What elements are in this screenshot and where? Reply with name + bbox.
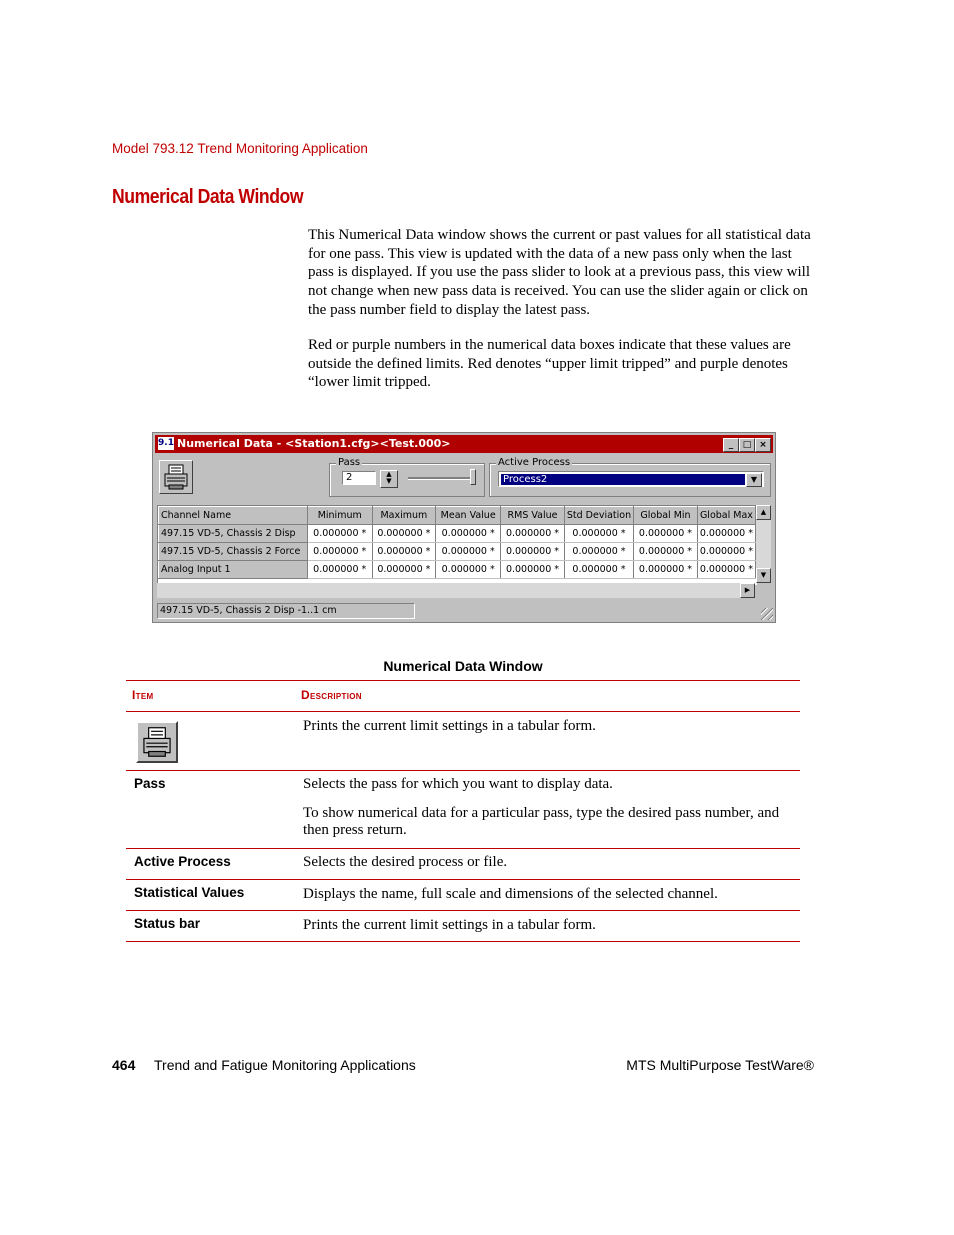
section-title: Numerical Data Window bbox=[112, 186, 304, 208]
statistics-grid[interactable] bbox=[157, 505, 757, 585]
cell-value: 0.000000 * bbox=[697, 561, 755, 579]
running-header: Model 793.12 Trend Monitoring Application bbox=[112, 141, 368, 156]
cell-value: 0.000000 * bbox=[372, 543, 436, 561]
cell-value: 0.000000 * bbox=[307, 561, 372, 579]
channel-name[interactable]: 497.15 VD-5, Chassis 2 Force bbox=[159, 543, 308, 561]
status-bar: 497.15 VD-5, Chassis 2 Disp -1..1 cm bbox=[157, 603, 415, 619]
row-description: Prints the current limit settings in a tabular form. bbox=[303, 718, 596, 734]
row-item: Statistical Values bbox=[134, 885, 245, 900]
table-row bbox=[126, 771, 800, 849]
col-header-global-min[interactable]: Global Min bbox=[634, 507, 698, 525]
active-process-label: Active Process bbox=[498, 457, 571, 468]
cell-value: 0.000000 * bbox=[501, 543, 565, 561]
table-row bbox=[126, 712, 800, 771]
print-button[interactable] bbox=[159, 460, 193, 494]
cell-value: 0.000000 * bbox=[436, 543, 501, 561]
active-process-value: Process2 bbox=[501, 474, 745, 485]
cell-value: 0.000000 * bbox=[307, 525, 372, 543]
numerical-data-window bbox=[152, 432, 776, 623]
printer-icon bbox=[138, 723, 176, 761]
close-button[interactable]: × bbox=[755, 438, 771, 452]
table-row[interactable] bbox=[159, 525, 756, 543]
window-titlebar[interactable] bbox=[155, 435, 773, 453]
scroll-right-icon[interactable]: ▶ bbox=[740, 583, 755, 598]
minimize-button[interactable]: _ bbox=[723, 438, 739, 452]
col-header-maximum[interactable]: Maximum bbox=[372, 507, 436, 525]
horizontal-scrollbar[interactable] bbox=[157, 583, 755, 598]
table-row[interactable] bbox=[159, 543, 756, 561]
maximize-button[interactable]: □ bbox=[739, 438, 755, 452]
cell-value: 0.000000 * bbox=[634, 543, 698, 561]
printer-icon bbox=[160, 461, 192, 493]
grid-header-row bbox=[159, 507, 756, 525]
pass-slider-thumb[interactable] bbox=[470, 469, 476, 485]
active-process-group bbox=[489, 457, 771, 497]
cell-value: 0.000000 * bbox=[697, 525, 755, 543]
cell-value: 0.000000 * bbox=[501, 525, 565, 543]
item-description-table bbox=[126, 680, 800, 942]
cell-value: 0.000000 * bbox=[564, 561, 633, 579]
dropdown-arrow-icon[interactable]: ▼ bbox=[746, 473, 762, 487]
active-process-select[interactable] bbox=[498, 471, 764, 487]
pass-input[interactable]: 2 bbox=[342, 471, 376, 485]
table-row bbox=[126, 849, 800, 880]
scroll-down-icon[interactable]: ▼ bbox=[756, 568, 771, 583]
header-item: Item bbox=[132, 688, 154, 702]
row-item: Active Process bbox=[134, 854, 231, 869]
pass-slider-track[interactable] bbox=[408, 477, 472, 480]
channel-name[interactable]: Analog Input 1 bbox=[159, 561, 308, 579]
pass-spinner[interactable] bbox=[380, 470, 398, 488]
vertical-scrollbar[interactable] bbox=[756, 505, 771, 583]
figure-caption: Numerical Data Window bbox=[383, 658, 543, 674]
cell-value: 0.000000 * bbox=[372, 561, 436, 579]
col-header-std-deviation[interactable]: Std Deviation bbox=[564, 507, 633, 525]
col-header-minimum[interactable]: Minimum bbox=[307, 507, 372, 525]
cell-value: 0.000000 * bbox=[697, 543, 755, 561]
paragraph-2: Red or purple numbers in the numerical data boxes indicate that these values are outside the defined limits. Red denotes “upper limit tripped” and purple denotes “lower limit tripped. bbox=[308, 337, 791, 391]
col-header-rms[interactable]: RMS Value bbox=[501, 507, 565, 525]
header-description: Description bbox=[301, 688, 362, 702]
table-row[interactable] bbox=[159, 561, 756, 579]
col-header-global-max[interactable]: Global Max bbox=[697, 507, 755, 525]
cell-value: 0.000000 * bbox=[436, 525, 501, 543]
cell-value: 0.000000 * bbox=[372, 525, 436, 543]
row-description: Selects the pass for which you want to display data. bbox=[303, 776, 613, 792]
cell-value: 0.000000 * bbox=[564, 525, 633, 543]
cell-value: 0.000000 * bbox=[634, 525, 698, 543]
footer-right: MTS MultiPurpose TestWare® bbox=[626, 1057, 814, 1073]
cell-value: 0.000000 * bbox=[634, 561, 698, 579]
row-description-detail: To show numerical data for a particular pass, type the desired pass number, and then press return. bbox=[303, 805, 780, 838]
app-icon: 9.1 bbox=[158, 438, 174, 448]
cell-value: 0.000000 * bbox=[564, 543, 633, 561]
footer-left: Trend and Fatigue Monitoring Applications bbox=[154, 1057, 416, 1073]
cell-value: 0.000000 * bbox=[501, 561, 565, 579]
scroll-up-icon[interactable]: ▲ bbox=[756, 505, 771, 520]
row-description: Selects the desired process or file. bbox=[303, 854, 508, 870]
table-row bbox=[126, 880, 800, 911]
spin-up-icon[interactable]: ▲ bbox=[381, 471, 397, 478]
row-item: Status bar bbox=[134, 916, 201, 931]
resize-grip-icon[interactable] bbox=[761, 608, 773, 620]
row-item: Pass bbox=[134, 776, 166, 791]
row-description: Displays the name, full scale and dimensions of the selected channel. bbox=[303, 886, 718, 902]
page-number: 464 bbox=[112, 1057, 136, 1073]
col-header-channel-name[interactable]: Channel Name bbox=[159, 507, 308, 525]
paragraph-1: This Numerical Data window shows the current or past values for all statistical data for one pass. This view is updated with the data of a new pass only when the last pass is displayed. If you use the pass slider to look at a previous pass, this view will not change when new pass data is received. You can use the slider again or click on the pass number field to display the latest pass. bbox=[308, 227, 811, 318]
table-row bbox=[126, 911, 800, 942]
pass-group bbox=[329, 457, 485, 497]
window-title: Numerical Data - <Station1.cfg><Test.000> bbox=[177, 437, 451, 450]
row-description: Prints the current limit settings in a tabular form. bbox=[303, 917, 596, 933]
table-header bbox=[126, 681, 800, 711]
print-button-illustration bbox=[136, 721, 178, 763]
cell-value: 0.000000 * bbox=[307, 543, 372, 561]
col-header-mean[interactable]: Mean Value bbox=[436, 507, 501, 525]
spin-down-icon[interactable]: ▼ bbox=[381, 478, 397, 485]
pass-label: Pass bbox=[338, 457, 361, 468]
cell-value: 0.000000 * bbox=[436, 561, 501, 579]
channel-name[interactable]: 497.15 VD-5, Chassis 2 Disp bbox=[159, 525, 308, 543]
